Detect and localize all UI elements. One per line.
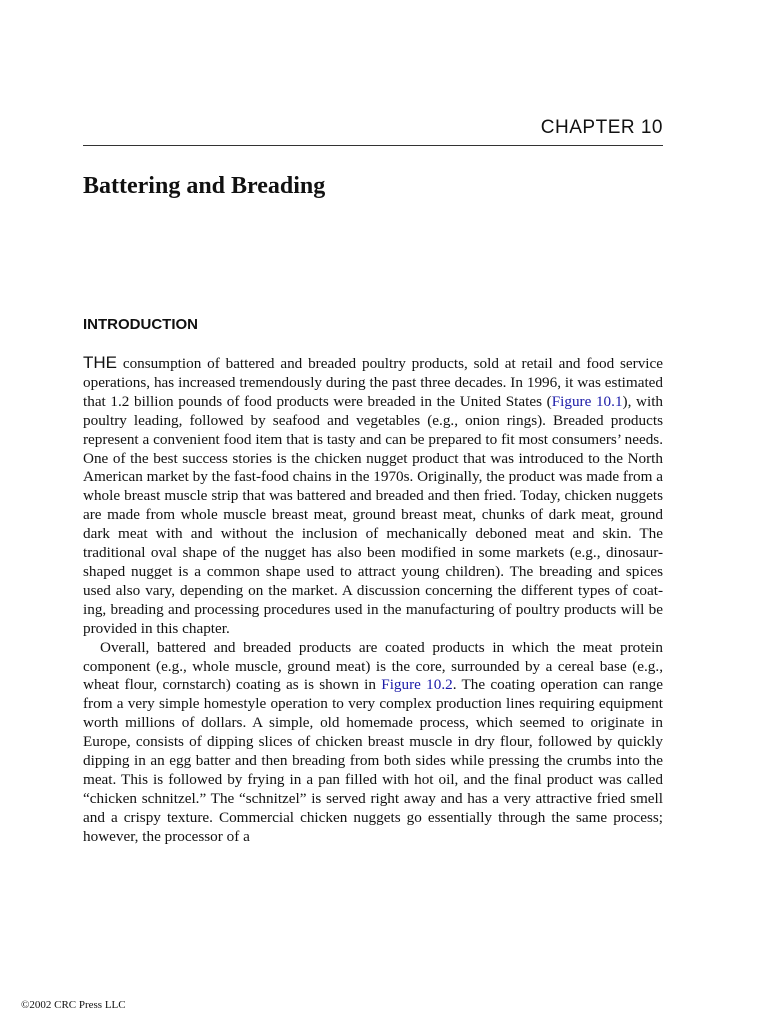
paragraph-1-text-b: ), with poultry leading, followed by seafood and vegetables (e.g., onion rings). Breaded products represent a convenient food item that is tasty and can be prepared to fit most consumers’ needs. One of the best success stories is the chicken nugget product that was introduced to the North American market by the fast-food chains in the 1970s. Originally, the product was made from a whole breast muscle strip that was battered and breaded and then fried. Today, chicken nuggets are made from whole muscle breast meat, ground breast meat, chunks of dark meat, ground dark meat with and without the inclusion of mechanically deboned meat and skin. The traditional oval shape of the nugget has also been modified in some markets (e.g., dinosaur-shaped nugget is a common shape used to attract young children). The breading and spices used also vary, depending on the market. A discussion concerning the different types of coating, breading and processing procedures used in the manufacturing of poultry products will be provided in this chapter.: [83, 392, 664, 637]
figure-10-2-link[interactable]: Figure 10.2: [381, 676, 453, 694]
paragraph-1-text-a: consumption of battered and breaded poultry products, sold at retail and food service operations, has increased tremendously during the past three decades. In 1996, it was estimated that 1.2 billion pounds of food products were breaded in the United States (: [83, 355, 663, 410]
paragraph-1: [83, 354, 663, 639]
chapter-title: Battering and Breading: [83, 173, 326, 199]
figure-10-1-link[interactable]: Figure 10.1: [551, 392, 623, 410]
lead-word: THE: [83, 353, 117, 372]
paragraph-2-text-a: Overall, battered and breaded products are coated products in which the meat protein component (e.g., whole muscle, ground meat) is the core, surrounded by a cereal base (e.g., wheat flour, cornstarch) coating as is shown in: [83, 638, 663, 694]
copyright-footer: ©2002 CRC Press LLC: [21, 999, 126, 1011]
chapter-label: CHAPTER 10: [540, 117, 663, 138]
body-text: [83, 354, 663, 847]
chapter-rule: [83, 145, 663, 146]
paragraph-2: [83, 639, 663, 847]
paragraph-2-text-b: . The coating operation can range from a very simple homestyle operation to very complex production lines requiring equipment worth millions of dollars. A simple, old homemade process, which seemed to originate in Europe, consists of dipping slices of chicken breast muscle in dry flour, followed by quickly dipping in an egg batter and then breading from both sides while pressing the crumbs into the meat. This is followed by frying in a pan filled with hot oil, and the final product was called “chicken schnitzel.” The “schnitzel” is served right away and has a very attractive fried smell and a crispy texture. Commercial chicken nuggets go essentially through the same process; however, the processor of a: [83, 676, 663, 845]
section-heading: INTRODUCTION: [83, 316, 198, 333]
